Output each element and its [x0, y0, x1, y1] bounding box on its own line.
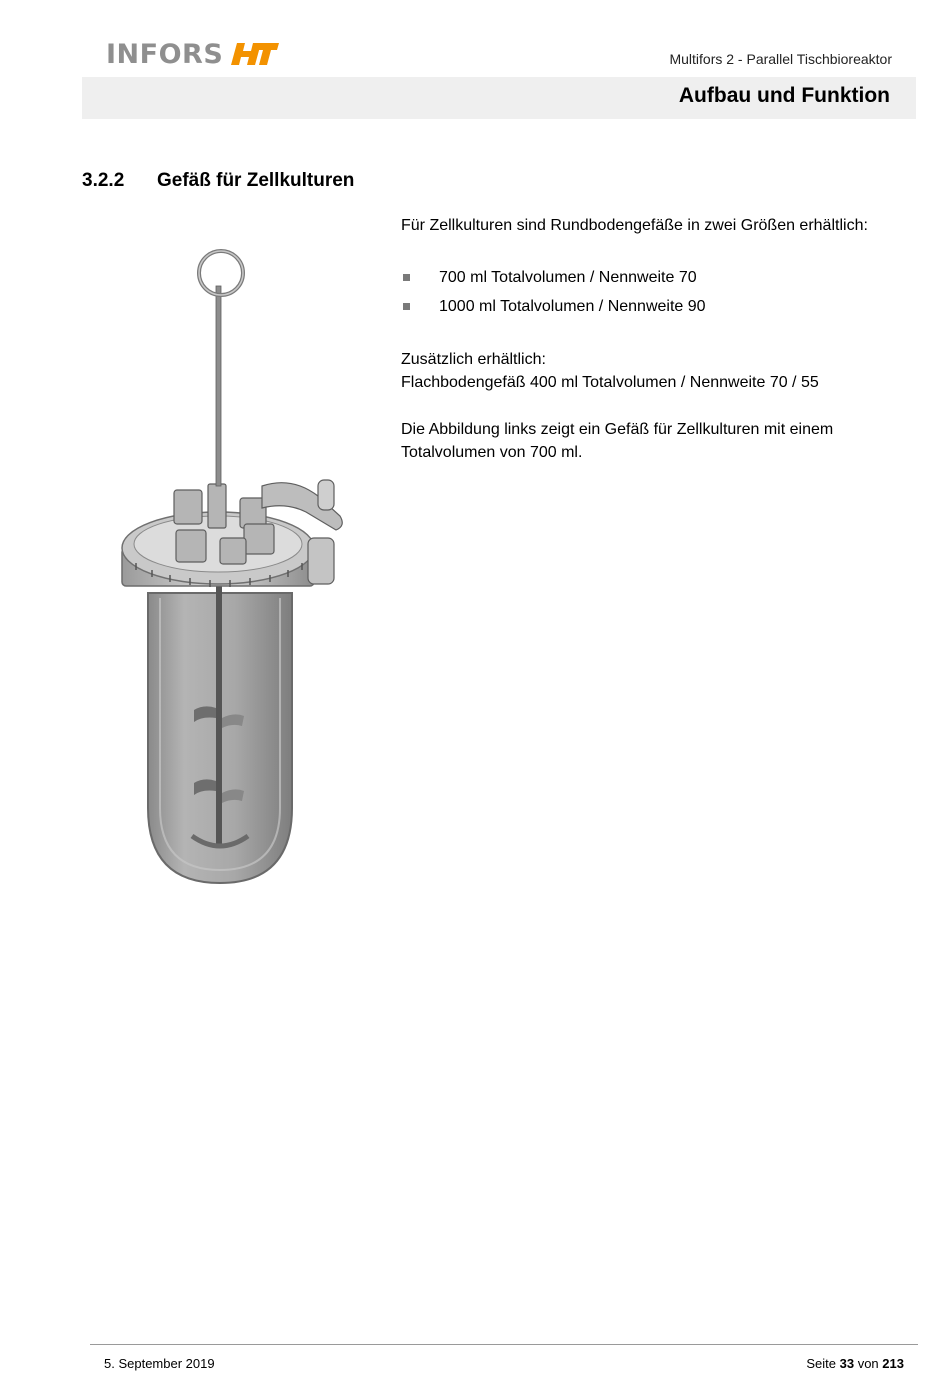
list-item: [401, 266, 706, 295]
page-number: [806, 1356, 904, 1371]
total-pages: 213: [882, 1356, 904, 1371]
current-page: 33: [839, 1356, 855, 1371]
infors-logo: [106, 38, 279, 70]
list-item: [401, 295, 706, 324]
chapter-bar: [82, 77, 916, 119]
chapter-title: Aufbau und Funktion: [678, 84, 890, 107]
bullet-square-icon: [403, 274, 410, 281]
figure-description: Die Abbildung links zeigt ein Gefäß für Zellkulturen mit einem Totalvolumen von 700 ml.: [401, 421, 834, 461]
additional-item: Flachbodengefäß 400 ml Totalvolumen / Nennweite 70 / 55: [401, 374, 819, 391]
section-title: Gefäß für Zellkulturen: [157, 170, 355, 191]
additional-label: Zusätzlich erhältlich:: [401, 351, 546, 368]
list-item-text: 1000 ml Totalvolumen / Nennweite 90: [439, 298, 706, 315]
list-item-text: 700 ml Totalvolumen / Nennweite 70: [439, 269, 697, 286]
intro-paragraph: Für Zellkulturen sind Rundbodengefäße in zwei Größen erhältlich:: [401, 217, 868, 234]
cell-culture-vessel-illustration: [112, 248, 362, 888]
document-title: Multifors 2 - Parallel Tischbioreaktor: [669, 51, 892, 67]
logo-ht-mark: [231, 41, 279, 67]
size-list: [401, 266, 706, 324]
additional-info: [401, 348, 921, 394]
bullet-square-icon: [403, 303, 410, 310]
section-number: 3.2.2: [82, 170, 125, 191]
page-prefix: Seite: [806, 1356, 836, 1371]
footer-divider: [90, 1344, 918, 1345]
footer-date: 5. September 2019: [104, 1356, 215, 1371]
logo-wordmark: INFORS: [106, 38, 224, 70]
page-separator: von: [857, 1356, 879, 1371]
